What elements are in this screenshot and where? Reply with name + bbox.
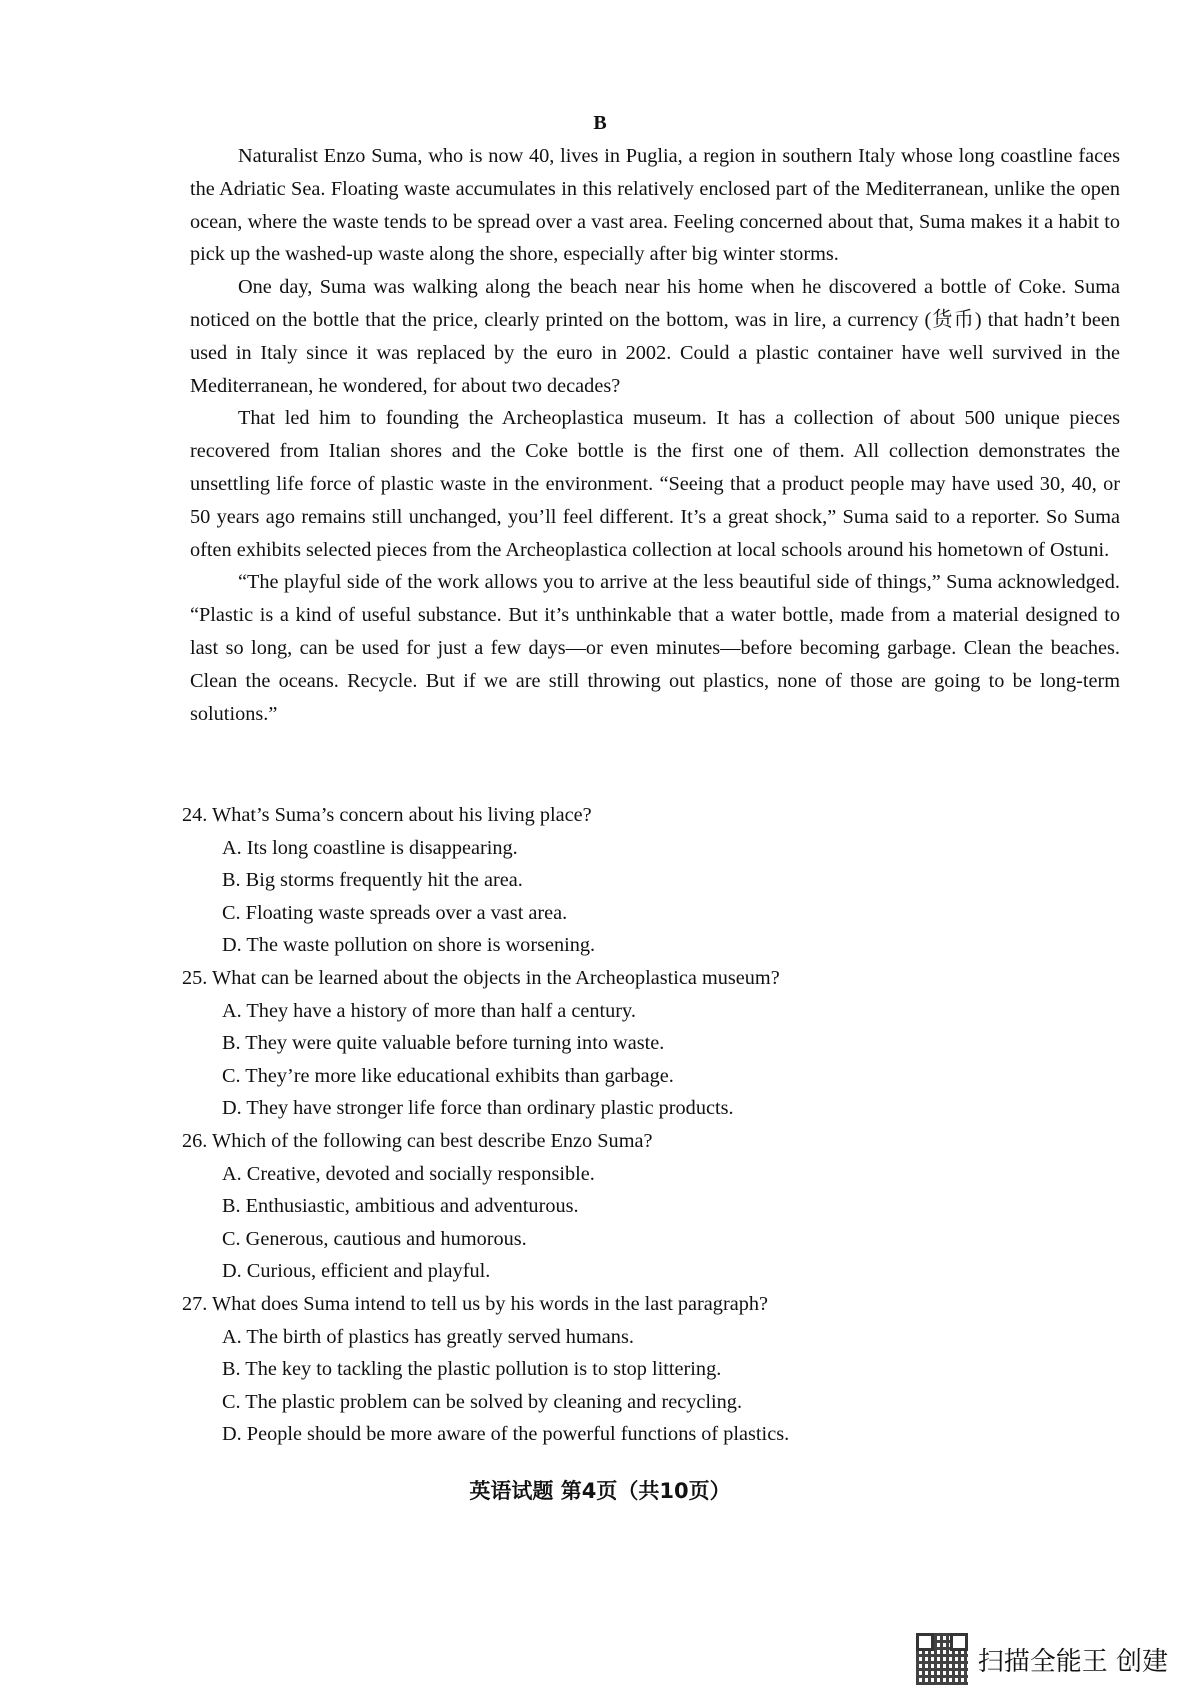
option-list (182, 1158, 1122, 1288)
question-list (182, 799, 1122, 1451)
option-list (182, 995, 1122, 1125)
question-stem: 25. What can be learned about the objects in the Archeoplastica museum? (182, 966, 780, 989)
option-d: D. People should be more aware of the powerful functions of plastics. (222, 1423, 790, 1446)
option-b: B. Big storms frequently hit the area. (222, 869, 523, 892)
option-d: D. Curious, efficient and playful. (222, 1260, 491, 1283)
passage-paragraph: Naturalist Enzo Suma, who is now 40, lives in Puglia, a region in southern Italy whose long coastline faces the Adriatic Sea. Floating waste accumulates in this relatively enclosed part of the Mediterranean, unlike the open ocean, where the waste tends to be spread over a vast area. Feeling concerned about that, Suma makes it a habit to pick up the washed-up waste along the shore, especially after big winter storms. (190, 145, 1120, 266)
passage-paragraph: “The playful side of the work allows you to arrive at the less beautiful side of things,” Suma acknowledged. “Plastic is a kind of useful substance. But it’s unthinkable that a water bottle, made from a material designed to last so long, can be used for just a few days—or even minutes—before becoming garbage. Clean the beaches. Clean the oceans. Recycle. But if we are still throwing out plastics, none of those are going to be long-term solutions.” (190, 571, 1120, 725)
option-a: A. Creative, devoted and socially responsible. (222, 1162, 595, 1185)
question-25 (182, 962, 1122, 1125)
option-a: A. Its long coastline is disappearing. (222, 836, 518, 859)
passage-paragraph: That led him to founding the Archeoplastica museum. It has a collection of about 500 unique pieces recovered from Italian shores and the Coke bottle is the first one of them. All collection demonstrates the unsettling life force of plastic waste in the environment. “Seeing that a product people may have used 30, 40, or 50 years ago remains still unchanged, you’ll feel different. It’s a great shock,” Suma said to a reporter. So Suma often exhibits selected pieces from the Archeoplastica collection at local schools around his hometown of Ostuni. (190, 407, 1120, 561)
question-stem: 24. What’s Suma’s concern about his living place? (182, 804, 592, 826)
option-list (182, 1321, 1122, 1451)
option-a: A. They have a history of more than half a century. (222, 999, 636, 1022)
question-24 (182, 799, 1122, 962)
scanner-watermark (916, 1633, 1168, 1685)
question-26 (182, 1125, 1122, 1288)
question-stem: 27. What does Suma intend to tell us by his words in the last paragraph? (182, 1292, 768, 1315)
option-c: C. They’re more like educational exhibits than garbage. (222, 1064, 674, 1087)
watermark-text: 扫描全能王 创建 (977, 1646, 1168, 1677)
section-title: B (593, 112, 607, 134)
question-27 (182, 1288, 1122, 1451)
option-a: A. The birth of plastics has greatly served humans. (222, 1325, 634, 1348)
option-d: D. They have stronger life force than ordinary plastic products. (222, 1097, 734, 1120)
question-stem: 26. Which of the following can best describe Enzo Suma? (182, 1129, 653, 1152)
option-b: B. Enthusiastic, ambitious and adventurous. (222, 1195, 579, 1218)
passage-paragraph: One day, Suma was walking along the beach near his home when he discovered a bottle of Coke. Suma noticed on the bottle that the price, clearly printed on the bottom, was in lire, a currency (货币) that hadn’t been used in Italy since it was replaced by the euro in 2002. Could a plastic container have well survived in the Mediterranean, he wondered, for about two decades? (190, 276, 1120, 397)
option-b: B. They were quite valuable before turning into waste. (222, 1032, 665, 1055)
option-c: C. The plastic problem can be solved by cleaning and recycling. (222, 1390, 743, 1413)
option-c: C. Floating waste spreads over a vast area. (222, 901, 568, 924)
option-b: B. The key to tackling the plastic pollution is to stop littering. (222, 1358, 722, 1381)
option-d: D. The waste pollution on shore is worsening. (222, 934, 596, 957)
reading-passage (190, 140, 1120, 730)
page-footer: 英语试题 第4页（共10页） (469, 1479, 731, 1503)
option-c: C. Generous, cautious and humorous. (222, 1227, 527, 1250)
qr-code-icon (916, 1633, 968, 1685)
option-list (182, 832, 1122, 962)
